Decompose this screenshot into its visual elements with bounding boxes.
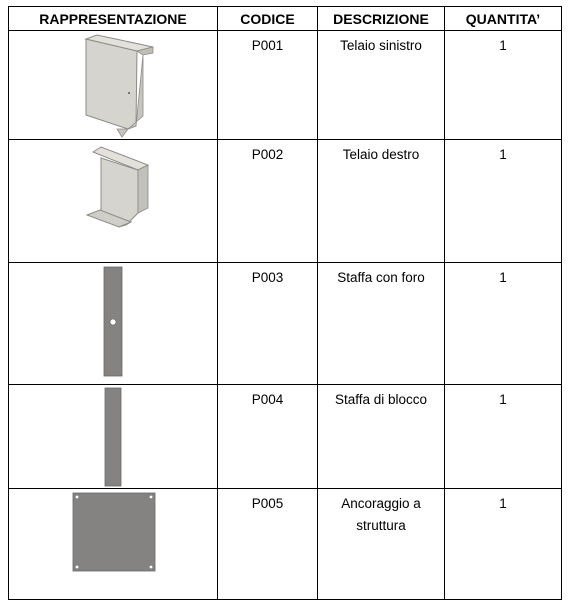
description-text: Telaio sinistro	[340, 38, 422, 53]
table-header-row	[9, 7, 562, 31]
header-representation: RAPPRESENTAZIONE	[9, 7, 218, 31]
right-frame-image	[9, 140, 218, 263]
quantity-cell	[445, 31, 562, 140]
representation-cell	[9, 489, 218, 600]
table-row	[9, 489, 562, 600]
table-row	[9, 31, 562, 140]
code-text: P004	[251, 392, 284, 407]
table-row	[9, 263, 562, 385]
code-text: P005	[251, 496, 284, 511]
table-row	[9, 385, 562, 489]
blocking-bracket-image	[9, 385, 218, 489]
code-text: P001	[251, 38, 284, 53]
quantity-text: 1	[499, 496, 507, 511]
representation-cell	[9, 31, 218, 140]
quantity-text: 1	[499, 392, 507, 407]
header-description: DESCRIZIONE	[318, 7, 445, 31]
bracket-with-hole-image	[9, 263, 218, 385]
representation-cell	[9, 385, 218, 489]
quantity-text: 1	[499, 38, 507, 53]
left-frame-image	[9, 31, 218, 140]
description-cell	[318, 31, 445, 140]
representation-cell	[9, 263, 218, 385]
code-cell	[218, 489, 318, 600]
code-cell	[218, 140, 318, 263]
description-text: Telaio destro	[342, 147, 420, 162]
code-text: P003	[251, 270, 284, 285]
code-cell	[218, 31, 318, 140]
quantity-cell	[445, 140, 562, 263]
quantity-cell	[445, 263, 562, 385]
quantity-text: 1	[499, 147, 507, 162]
representation-cell	[9, 140, 218, 263]
header-quantity: QUANTITA’	[445, 7, 562, 31]
parts-table	[8, 6, 562, 600]
table-row	[9, 140, 562, 263]
description-cell	[318, 263, 445, 385]
code-cell	[218, 385, 318, 489]
description-text: Staffa di blocco	[334, 392, 428, 407]
description-text: Staffa con foro	[337, 270, 425, 285]
quantity-text: 1	[499, 270, 507, 285]
quantity-cell	[445, 489, 562, 600]
description-cell	[318, 385, 445, 489]
description-cell	[318, 140, 445, 263]
description-text: Ancoraggio a struttura	[341, 496, 421, 533]
description-cell	[318, 489, 445, 600]
mounting-plate-image	[9, 489, 218, 600]
quantity-cell	[445, 385, 562, 489]
header-code: CODICE	[218, 7, 318, 31]
code-cell	[218, 263, 318, 385]
code-text: P002	[251, 147, 284, 162]
